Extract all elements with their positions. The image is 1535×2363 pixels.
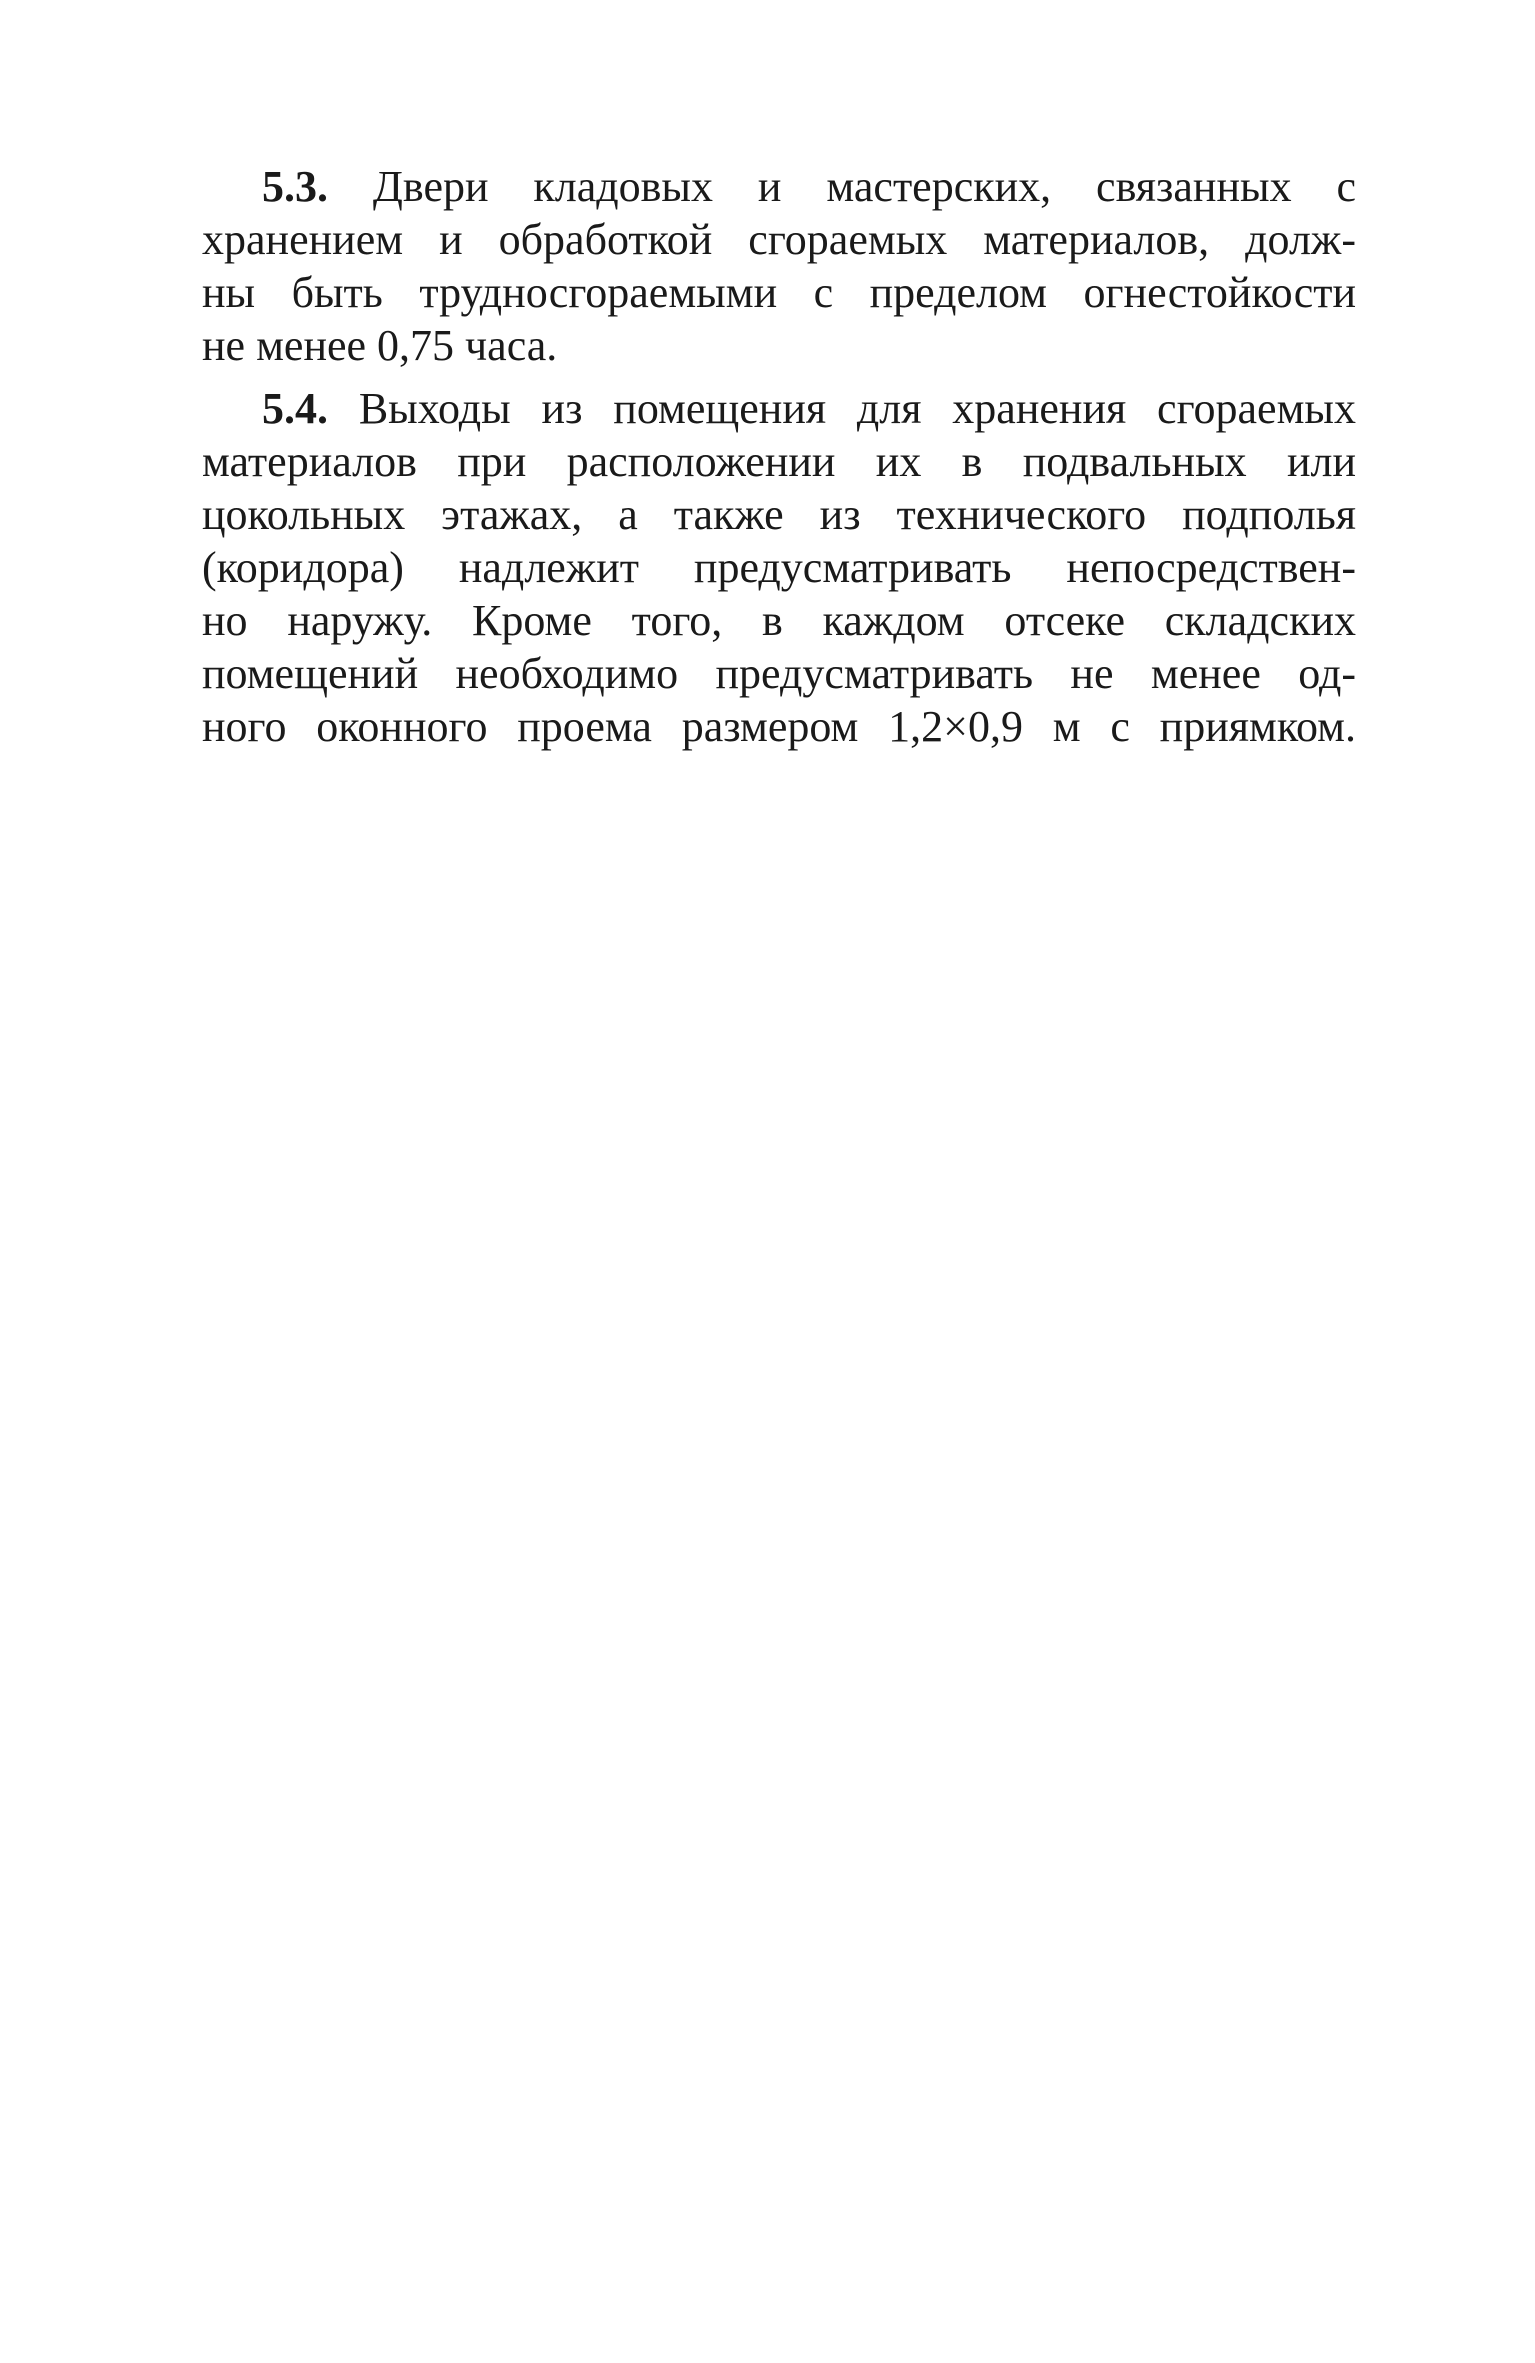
paragraph-number: 5.4. [262,384,328,433]
text-line: цокольных этажах, а также из технического подполья [202,490,1356,539]
paragraph-number: 5.3. [262,162,328,211]
text-line: материалов при расположении их в подвальных или [202,437,1356,486]
paragraph-5-4 [202,382,1356,753]
paragraph-5-3 [202,160,1356,372]
text-line: ного оконного проема размером 1,2×0,9 м с приямком. [202,702,1356,751]
text-line: хранением и обработкой сгораемых материалов, долж- [202,215,1356,264]
text-line: но наружу. Кроме того, в каждом отсеке складских [202,596,1356,645]
text-line: 5.4. Выходы из помещения для хранения сгораемых [262,384,1356,433]
text-line: ны быть трудносгораемыми с пределом огнестойкости [202,268,1356,317]
text-line: помещений необходимо предусматривать не менее од- [202,649,1356,698]
text-body [202,160,1356,753]
text-line: не менее 0,75 часа. [202,321,558,370]
text-line: (коридора) надлежит предусматривать непосредствен- [202,543,1356,592]
paragraph-gap [202,372,1356,382]
text-line: 5.3. Двери кладовых и мастерских, связанных с [262,162,1356,211]
